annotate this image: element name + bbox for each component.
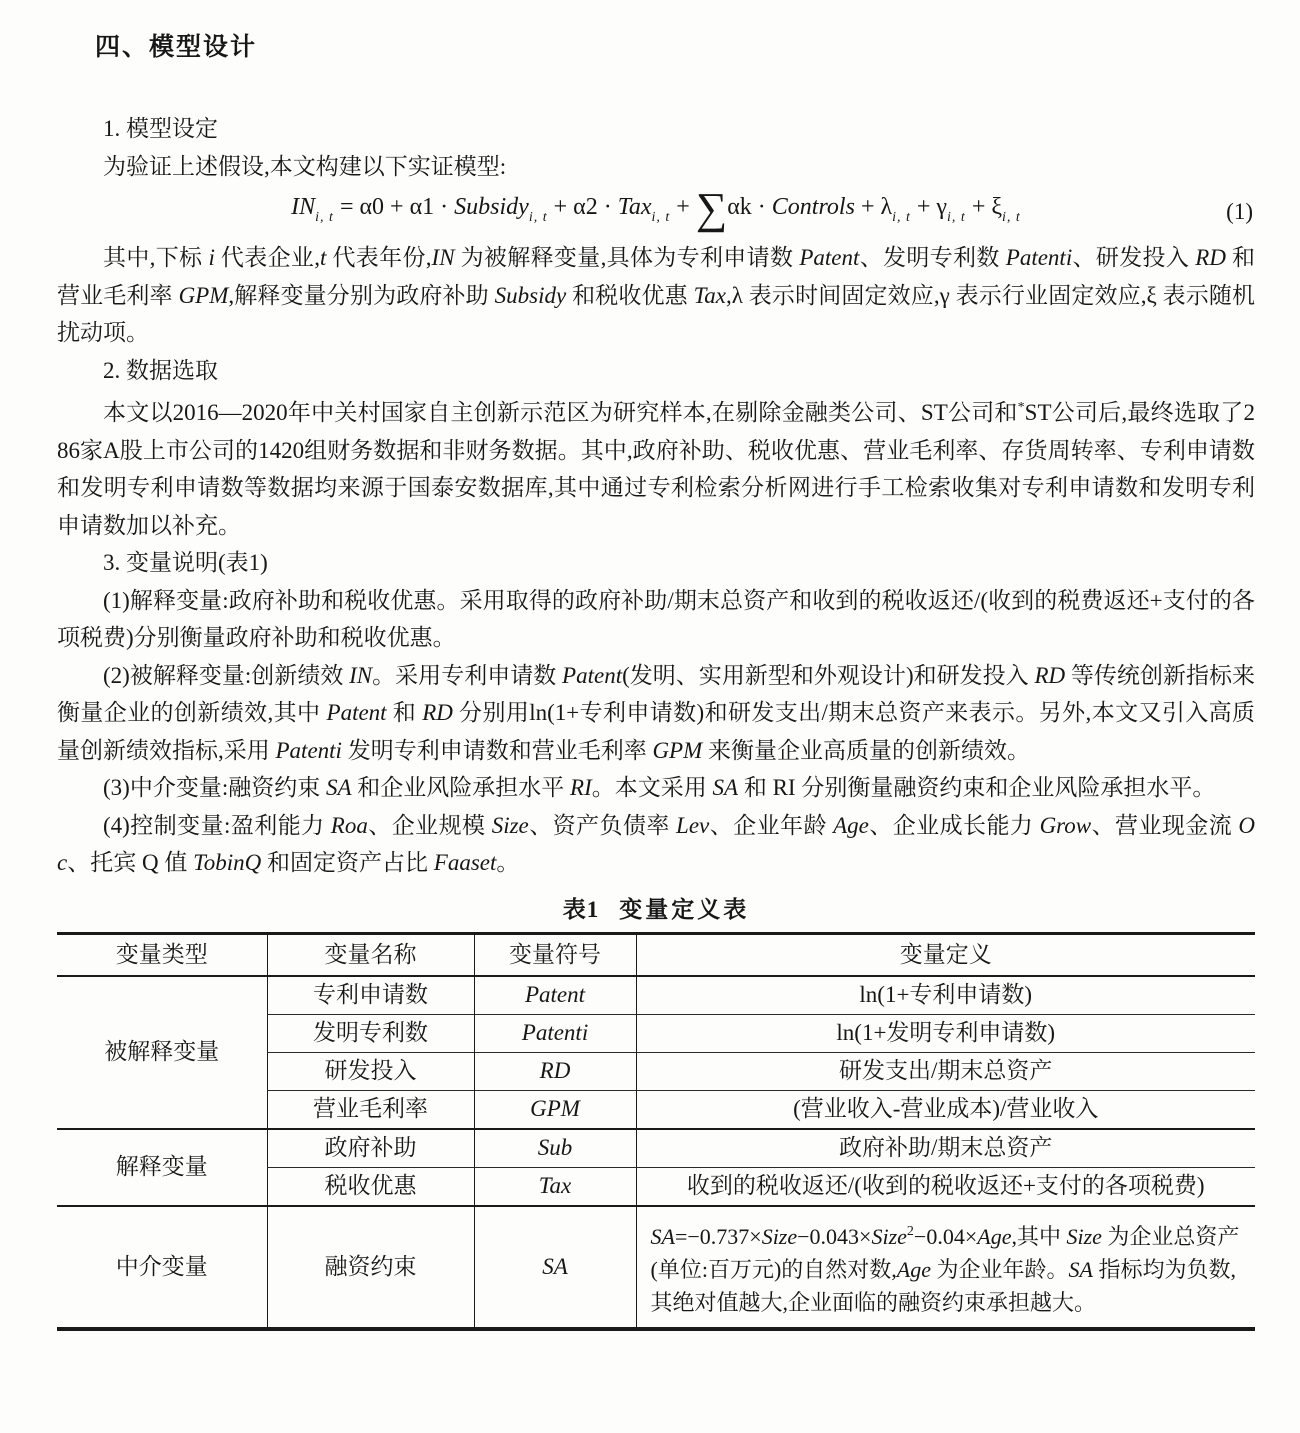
cell-variable-symbol: RD — [474, 1052, 636, 1090]
table-caption-label: 表1 — [562, 896, 600, 922]
table-header-row — [57, 933, 1255, 976]
variable-definition-table — [57, 932, 1255, 1331]
cell-variable-definition: 收到的税收返还/(收到的税收返还+支付的各项税费) — [636, 1167, 1255, 1206]
cell-group-dependent: 被解释变量 — [57, 976, 267, 1129]
table-caption — [57, 890, 1255, 930]
cell-variable-symbol: Sub — [474, 1129, 636, 1168]
equation-1 — [57, 185, 1255, 239]
table-caption-title: 变量定义表 — [619, 896, 750, 922]
cell-variable-name: 融资约束 — [267, 1206, 474, 1329]
cell-variable-name: 政府补助 — [267, 1129, 474, 1168]
cell-variable-name: 发明专利数 — [267, 1014, 474, 1052]
cell-variable-definition: 政府补助/期末总资产 — [636, 1129, 1255, 1168]
subsection-1-title: 1. 模型设定 — [103, 116, 218, 141]
cell-variable-symbol: GPM — [474, 1090, 636, 1129]
cell-variable-name: 研发投入 — [267, 1052, 474, 1090]
cell-variable-symbol: Patenti — [474, 1014, 636, 1052]
paragraph-data-selection: 本文以2016—2020年中关村国家自主创新示范区为研究样本,在剔除金融类公司、ST公司和*ST公司后,最终选取了286家A股上市公司的1420组财务数据和非财务数据。其中,政府补助、税收优惠、营业毛利率、存货周转率、专利申请数和发明专利申请数等数据均来源于国泰安数据库,其中通过专利检索分析网进行手工检索收集对专利申请数和发明专利申请数加以补充。 — [57, 400, 1256, 538]
cell-group-explanatory: 解释变量 — [57, 1129, 267, 1206]
equation-number: (1) — [1226, 199, 1253, 224]
section-heading: 四、模型设计 — [95, 33, 258, 61]
cell-group-mediating: 中介变量 — [115, 1253, 208, 1279]
header-variable-definition: 变量定义 — [636, 933, 1255, 976]
paragraph-explanatory-variables: (1)解释变量:政府补助和税收优惠。采用取得的政府补助/期末总资产和收到的税收返还/(收到的税费返还+支付的各项税费)分别衡量政府补助和税收优惠。 — [57, 587, 1255, 650]
cell-variable-symbol: SA — [474, 1206, 636, 1329]
cell-variable-definition: SA=−0.737×Size−0.043×Size$^2$−0.04×Age,其中 Size 为企业总资产(单位:百万元)的自然对数,Age 为企业年龄。SA 指标均为负数,其绝对值越大,企业面临的融资约束承担越大。 — [636, 1206, 1255, 1329]
model-intro-text: 为验证上述假设,本文构建以下实证模型: — [103, 153, 507, 179]
cell-variable-name: 专利申请数 — [267, 976, 474, 1015]
cell-variable-symbol: Patent — [474, 976, 636, 1015]
paragraph-model-explanation: 其中,下标 i 代表企业,t 代表年份,IN 为被解释变量,具体为专利申请数 Patent、发明专利数 Patenti、研发投入 RD 和营业毛利率 GPM,解释变量分别为政府补助 Subsidy 和税收优惠 Tax,λ 表示时间固定效应,γ 表示行业固定效应,ξ 表示随机扰动项。 — [57, 245, 1256, 345]
cell-variable-definition: ln(1+发明专利申请数) — [636, 1014, 1255, 1052]
header-variable-symbol: 变量符号 — [474, 933, 636, 976]
table-row-sub — [57, 1129, 1255, 1168]
table-row-sa — [57, 1206, 1255, 1329]
paragraph-dependent-variables: (2)被解释变量:创新绩效 IN。采用专利申请数 Patent(发明、实用新型和外观设计)和研发投入 RD 等传统创新指标来衡量企业的创新绩效,其中 Patent 和 RD 分别用ln(1+专利申请数)和研发支出/期末总资产来表示。另外,本文又引入高质量创新绩效指标,采用 Patenti 发明专利申请数和营业毛利率 GPM 来衡量企业高质量的创新绩效。 — [57, 662, 1256, 763]
table-row-patent — [57, 976, 1255, 1015]
cell-variable-definition: (营业收入-营业成本)/营业收入 — [636, 1090, 1255, 1129]
subsection-3-title: 3. 变量说明(表1) — [103, 550, 268, 575]
cell-variable-symbol: Tax — [474, 1167, 636, 1206]
header-variable-type: 变量类型 — [57, 933, 267, 976]
subsection-2-title: 2. 数据选取 — [103, 357, 218, 383]
cell-variable-definition: ln(1+专利申请数) — [636, 976, 1255, 1015]
paragraph-mediating-variables: (3)中介变量:融资约束 SA 和企业风险承担水平 RI。本文采用 SA 和 RI 分别衡量融资约束和企业风险承担水平。 — [103, 775, 1216, 800]
cell-variable-definition: 研发支出/期末总资产 — [636, 1052, 1255, 1090]
header-variable-name: 变量名称 — [267, 933, 474, 976]
cell-variable-name: 营业毛利率 — [267, 1090, 474, 1129]
equation-body: $IN_{i, t} = \alpha 0 + \alpha 1$ · Subsidy$_{i, t}$ + α2 · Tax$_{i, t}$ + ∑αk · Controls + $\lambda_{i, t} + \gamma_{i, t} + \xi_{i, t}$ — [291, 183, 1021, 233]
cell-variable-name: 税收优惠 — [267, 1167, 474, 1206]
paragraph-control-variables: (4)控制变量:盈利能力 Roa、企业规模 Size、资产负债率 Lev、企业年龄 Age、企业成长能力 Grow、营业现金流 Oc、托宾 Q 值 TobinQ 和固定资产占比 Faaset。 — [57, 812, 1256, 875]
